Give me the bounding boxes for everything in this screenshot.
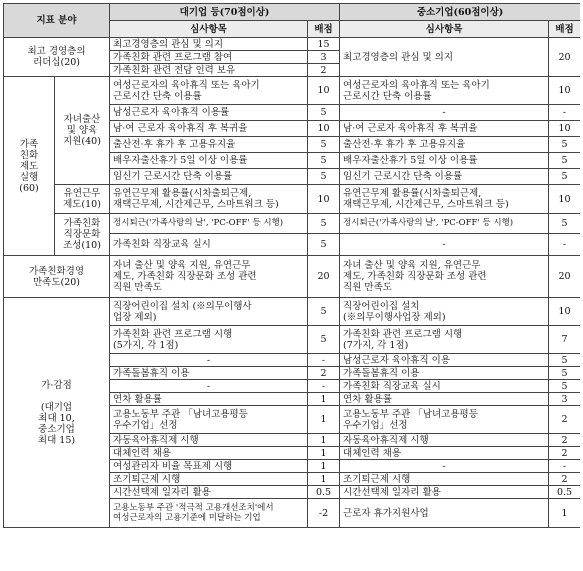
- sme-score: 20: [549, 256, 580, 298]
- large-item: 남·여 근로자 육아휴직 후 복귀율: [110, 121, 308, 137]
- large-item: 조기퇴근제 시행: [110, 473, 308, 486]
- category-flex-work: 유연근무 제도(10): [55, 185, 110, 214]
- large-score: 5: [308, 169, 340, 185]
- sme-score: 7: [549, 326, 580, 354]
- large-item: 대체인력 채용: [110, 447, 308, 460]
- sme-score: 2: [549, 434, 580, 447]
- large-item: 가족돌봄휴직 이용: [110, 367, 308, 380]
- sme-score: 2: [549, 473, 580, 486]
- large-item: 고용노동부 주관 「남녀고용평등 우수기업」선정: [110, 406, 308, 434]
- large-score: 1: [308, 393, 340, 406]
- large-company-header: 대기업 등(70점이상): [110, 4, 340, 21]
- large-score: 10: [308, 77, 340, 105]
- large-item: 가족친화 관련 프로그램 시행 (5가지, 각 1점): [110, 326, 308, 354]
- category-childbirth: 자녀출산 및 양육 지원(40): [55, 77, 110, 185]
- sme-item: 연차 활용률: [340, 393, 549, 406]
- large-item: 여성근로자의 육아휴직 또는 육아기 근로시간 단축 이용률: [110, 77, 308, 105]
- sme-item: 직장어린이집 설치 (※의무이행사업장 제외): [340, 298, 549, 326]
- large-item: 유연근무제 활용률(시차출퇴근제, 재택근무제, 시간제근무, 스마트워크 등): [110, 185, 308, 214]
- sme-score: 5: [549, 137, 580, 153]
- large-item: 시간선택제 일자리 활용: [110, 486, 308, 499]
- sme-item: 가족돌봄휴직 이용: [340, 367, 549, 380]
- sme-score: 10: [549, 77, 580, 105]
- sme-item: 조기퇴근제 시행: [340, 473, 549, 486]
- sme-score: -: [549, 234, 580, 256]
- large-item: 임신기 근로시간 단축 이용률: [110, 169, 308, 185]
- large-item: 남성근로자 육아휴직 이용률: [110, 105, 308, 121]
- large-item: 연차 활용률: [110, 393, 308, 406]
- sme-score: 5: [549, 367, 580, 380]
- large-score: 3: [308, 51, 340, 64]
- large-item: 가족친화 직장교육 실시: [110, 234, 308, 256]
- large-item: 가족친화 관련 전담 인력 보유: [110, 64, 308, 77]
- sme-item: 남·여 근로자 육아휴직 후 복귀율: [340, 121, 549, 137]
- sme-item: 임신기 근로시간 단축 이용률: [340, 169, 549, 185]
- sme-score: -: [549, 460, 580, 473]
- sme-score: 20: [549, 38, 580, 77]
- large-item: 가족친화 관련 프로그램 참여: [110, 51, 308, 64]
- sme-item: 남성근로자 육아휴직 이용: [340, 354, 549, 367]
- large-score: 2: [308, 64, 340, 77]
- category-leadership: 최고 경영층의 리더십(20): [4, 38, 110, 77]
- sme-score: 5: [549, 153, 580, 169]
- large-score: 1: [308, 406, 340, 434]
- sme-score: 5: [549, 354, 580, 367]
- indicator-area-header: 지표 분야: [4, 4, 110, 38]
- large-score: 0.5: [308, 486, 340, 499]
- sme-item: 자녀 출산 및 양육 지원, 유연근무 제도, 가족친화 직장문화 조성 관련 직원 만족도: [340, 256, 549, 298]
- large-score: 1: [308, 447, 340, 460]
- large-score: 1: [308, 460, 340, 473]
- large-score: 5: [308, 326, 340, 354]
- sme-item: 여성근로자의 육아휴직 또는 육아기 근로시간 단축 이용률: [340, 77, 549, 105]
- sme-score: 5: [549, 169, 580, 185]
- sme-item: 자동육아휴직제 시행: [340, 434, 549, 447]
- large-score: 10: [308, 121, 340, 137]
- sme-item: 가족친화 직장교육 실시: [340, 380, 549, 393]
- large-item: 출산전·후 휴가 후 고용유지율: [110, 137, 308, 153]
- sme-header: 중소기업(60점이상): [340, 4, 580, 21]
- sme-score: 0.5: [549, 486, 580, 499]
- sme-item: 최고경영층의 관심 및 의지: [340, 38, 549, 77]
- large-item: -: [110, 380, 308, 393]
- sme-item: 정시퇴근('가족사랑의 날', 'PC-OFF' 등 시행): [340, 214, 549, 234]
- large-score: 10: [308, 185, 340, 214]
- sme-item: 배우자출산휴가 5일 이상 이용률: [340, 153, 549, 169]
- large-score: 5: [308, 214, 340, 234]
- sme-criteria-header: 심사항목: [340, 21, 549, 38]
- large-item: 여성관리자 비율 목표제 시행: [110, 460, 308, 473]
- sme-item: -: [340, 234, 549, 256]
- large-score: 5: [308, 153, 340, 169]
- sme-item: 고용노동부 주관 「남녀고용평등 우수기업」선정: [340, 406, 549, 434]
- large-score: 1: [308, 434, 340, 447]
- sme-score: -: [549, 105, 580, 121]
- large-item: 직장어린이집 설치 (※의무이행사 업장 제외): [110, 298, 308, 326]
- large-item: 최고경영층의 관심 및 의지: [110, 38, 308, 51]
- large-score: 2: [308, 367, 340, 380]
- criteria-table: [3, 3, 580, 528]
- sme-score-header: 배점: [549, 21, 580, 38]
- large-score: -: [308, 354, 340, 367]
- large-item: 배우자출산휴가 5일 이상 이용률: [110, 153, 308, 169]
- sme-item: 가족친화 관련 프로그램 시행 (7가지, 각 1점): [340, 326, 549, 354]
- large-score: 20: [308, 256, 340, 298]
- large-item: 자동육아휴직제 시행: [110, 434, 308, 447]
- sme-score: 10: [549, 298, 580, 326]
- sme-item: 시간선택제 일자리 활용: [340, 486, 549, 499]
- large-item: 자녀 출산 및 양육 지원, 유연근무 제도, 가족친화 직장문화 조성 관련 직원 만족도: [110, 256, 308, 298]
- large-item: 고용노동부 주관 '적극적 고용개선조치'에서 여성근로자의 고용기준에 미달하는 기업: [110, 499, 308, 528]
- sme-score: 3: [549, 393, 580, 406]
- large-score: -: [308, 380, 340, 393]
- sme-score: 1: [549, 499, 580, 528]
- sme-score: 10: [549, 185, 580, 214]
- sme-item: 대체인력 채용: [340, 447, 549, 460]
- large-score: 1: [308, 473, 340, 486]
- category-satisfaction: 가족친화경영 만족도(20): [4, 256, 110, 298]
- large-item: 정시퇴근('가족사랑의 날', 'PC-OFF' 등 시행): [110, 214, 308, 234]
- sme-score: 2: [549, 406, 580, 434]
- large-score-header: 배점: [308, 21, 340, 38]
- sme-item: 근로자 휴가지원사업: [340, 499, 549, 528]
- sme-item: 유연근무제 활용률(시차출퇴근제, 재택근무제, 시간제근무, 스마트워크 등): [340, 185, 549, 214]
- large-score: 5: [308, 234, 340, 256]
- category-culture: 가족친화 직장문화 조성(10): [55, 214, 110, 256]
- large-item: -: [110, 354, 308, 367]
- large-score: 5: [308, 105, 340, 121]
- sme-item: 출산전·후 휴가 후 고용유지율: [340, 137, 549, 153]
- category-family-system: 가족 친화 제도 실행 (60): [4, 77, 55, 256]
- sme-item: -: [340, 105, 549, 121]
- large-score: 5: [308, 298, 340, 326]
- large-score: 15: [308, 38, 340, 51]
- sme-score: 2: [549, 447, 580, 460]
- large-score: -2: [308, 499, 340, 528]
- sme-score: 5: [549, 214, 580, 234]
- sme-score: 5: [549, 380, 580, 393]
- large-score: 5: [308, 137, 340, 153]
- large-criteria-header: 심사항목: [110, 21, 308, 38]
- sme-score: 10: [549, 121, 580, 137]
- category-bonus-penalty: 가·감점 (대기업 최대 10, 중소기업 최대 15): [4, 298, 110, 528]
- sme-item: -: [340, 460, 549, 473]
